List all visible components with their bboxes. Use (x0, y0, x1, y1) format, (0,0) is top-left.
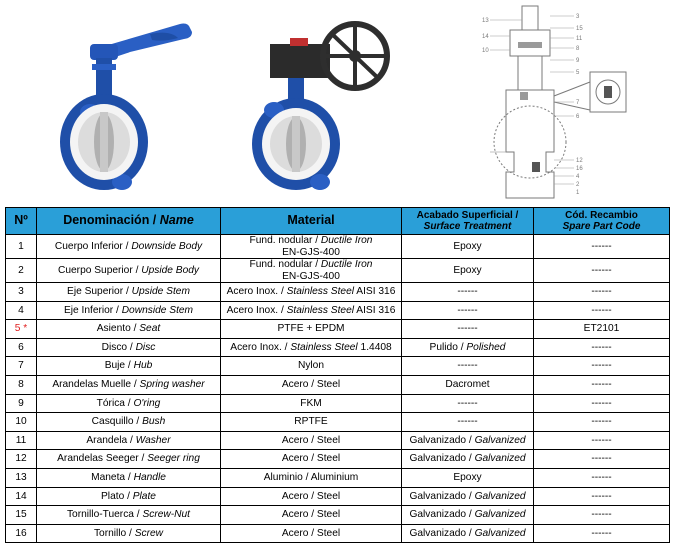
cell-code: ------ (534, 375, 670, 394)
table-row (6, 524, 670, 543)
table-row (6, 431, 670, 450)
section-drawing (470, 2, 670, 202)
cell-no: 12 (6, 450, 37, 469)
header-name: Denominación / Name (37, 208, 221, 235)
cell-material: FKM (221, 394, 402, 413)
cell-material: Acero Inox. / Stainless Steel AISI 316 (221, 283, 402, 302)
table-row (6, 506, 670, 525)
cell-surface: ------ (402, 413, 534, 432)
drawing-label: 11 (576, 36, 583, 42)
cell-surface: Galvanizado / Galvanized (402, 450, 534, 469)
cell-name: Tórica / O'ring (37, 394, 221, 413)
drawing-label: 8 (576, 46, 580, 52)
table-row (6, 375, 670, 394)
cell-surface: Epoxy (402, 259, 534, 283)
header-no: Nº (6, 208, 37, 235)
cell-name: Asiento / Seat (37, 320, 221, 339)
cell-no: 13 (6, 468, 37, 487)
cell-surface: Dacromet (402, 375, 534, 394)
cell-material: RPTFE (221, 413, 402, 432)
table-row (6, 235, 670, 259)
header-code: Cód. Recambio Spare Part Code (534, 208, 670, 235)
header-surface: Acabado Superficial / Surface Treatment (402, 208, 534, 235)
table-row (6, 413, 670, 432)
cell-code: ET2101 (534, 320, 670, 339)
cell-code: ------ (534, 338, 670, 357)
drawing-label: 16 (576, 166, 583, 172)
cell-surface: Galvanizado / Galvanized (402, 524, 534, 543)
cell-surface: ------ (402, 320, 534, 339)
cell-no: 8 (6, 375, 37, 394)
cell-name: Cuerpo Inferior / Downside Body (37, 235, 221, 259)
table-row (6, 468, 670, 487)
cell-name: Eje Superior / Upside Stem (37, 283, 221, 302)
cell-material: Fund. nodular / Ductile Iron EN-GJS-400 (221, 259, 402, 283)
header-material: Material (221, 208, 402, 235)
cell-no: 7 (6, 357, 37, 376)
cell-no: 1 (6, 235, 37, 259)
drawing-label: 14 (482, 34, 489, 40)
cell-surface: ------ (402, 357, 534, 376)
cell-name: Maneta / Handle (37, 468, 221, 487)
cell-code: ------ (534, 506, 670, 525)
drawing-label: 12 (576, 158, 583, 164)
cell-name: Tornillo / Screw (37, 524, 221, 543)
cell-surface: ------ (402, 301, 534, 320)
cell-material: Fund. nodular / Ductile Iron EN-GJS-400 (221, 235, 402, 259)
cell-material: Acero / Steel (221, 375, 402, 394)
cell-code: ------ (534, 450, 670, 469)
cell-name: Arandelas Seeger / Seeger ring (37, 450, 221, 469)
cell-no: 3 (6, 283, 37, 302)
cell-no: 10 (6, 413, 37, 432)
table-row (6, 259, 670, 283)
table-header-row (6, 208, 670, 235)
table-row (6, 283, 670, 302)
cell-material: Nylon (221, 357, 402, 376)
cell-code: ------ (534, 301, 670, 320)
cell-code: ------ (534, 235, 670, 259)
cell-no: 16 (6, 524, 37, 543)
gear-valve-photo (250, 10, 400, 195)
drawing-label: 10 (482, 48, 489, 54)
drawing-label: 4 (576, 174, 580, 180)
cell-code: ------ (534, 394, 670, 413)
cell-code: ------ (534, 468, 670, 487)
cell-code: ------ (534, 357, 670, 376)
cell-code: ------ (534, 283, 670, 302)
cell-no: 5 * (6, 320, 37, 339)
cell-code: ------ (534, 413, 670, 432)
table-row (6, 394, 670, 413)
table-row (6, 320, 670, 339)
cell-surface: Galvanizado / Galvanized (402, 487, 534, 506)
drawing-label: 1 (576, 190, 580, 196)
cell-surface: ------ (402, 394, 534, 413)
cell-surface: Pulido / Polished (402, 338, 534, 357)
cell-name: Arandela / Washer (37, 431, 221, 450)
cell-name: Casquillo / Bush (37, 413, 221, 432)
cell-material: Acero / Steel (221, 450, 402, 469)
drawing-label: 5 (576, 70, 580, 76)
cell-no: 2 (6, 259, 37, 283)
cell-code: ------ (534, 487, 670, 506)
table-row (6, 338, 670, 357)
cell-name: Buje / Hub (37, 357, 221, 376)
cell-name: Tornillo-Tuerca / Screw-Nut (37, 506, 221, 525)
drawing-label: 3 (576, 14, 580, 20)
parts-table (5, 207, 670, 543)
drawing-label: 13 (482, 18, 489, 24)
drawing-label: 2 (576, 182, 580, 188)
drawing-label: 9 (576, 58, 580, 64)
cell-name: Plato / Plate (37, 487, 221, 506)
cell-code: ------ (534, 431, 670, 450)
cell-surface: ------ (402, 283, 534, 302)
cell-material: Acero Inox. / Stainless Steel AISI 316 (221, 301, 402, 320)
table-row (6, 301, 670, 320)
cell-code: ------ (534, 524, 670, 543)
drawing-label: 15 (576, 26, 583, 32)
cell-no: 6 (6, 338, 37, 357)
cell-no: 11 (6, 431, 37, 450)
cell-material: Acero / Steel (221, 431, 402, 450)
cell-name: Arandelas Muelle / Spring washer (37, 375, 221, 394)
cell-surface: Galvanizado / Galvanized (402, 506, 534, 525)
drawing-label: 6 (576, 114, 580, 120)
cell-material: Aluminio / Aluminium (221, 468, 402, 487)
cell-surface: Epoxy (402, 235, 534, 259)
table-row (6, 450, 670, 469)
cell-material: Acero / Steel (221, 506, 402, 525)
table-row (6, 357, 670, 376)
cell-code: ------ (534, 259, 670, 283)
product-figures (0, 0, 674, 203)
cell-material: Acero / Steel (221, 524, 402, 543)
cell-material: Acero / Steel (221, 487, 402, 506)
table-row (6, 487, 670, 506)
cell-no: 4 (6, 301, 37, 320)
parts-table-body (6, 235, 670, 543)
cell-surface: Epoxy (402, 468, 534, 487)
cell-name: Eje Inferior / Downside Stem (37, 301, 221, 320)
drawing-label: 7 (576, 100, 580, 106)
cell-name: Cuerpo Superior / Upside Body (37, 259, 221, 283)
cell-surface: Galvanizado / Galvanized (402, 431, 534, 450)
cell-no: 15 (6, 506, 37, 525)
cell-name: Disco / Disc (37, 338, 221, 357)
cell-no: 9 (6, 394, 37, 413)
cell-no: 14 (6, 487, 37, 506)
cell-material: PTFE + EPDM (221, 320, 402, 339)
cell-material: Acero Inox. / Stainless Steel 1.4408 (221, 338, 402, 357)
lever-valve-photo (60, 12, 200, 192)
